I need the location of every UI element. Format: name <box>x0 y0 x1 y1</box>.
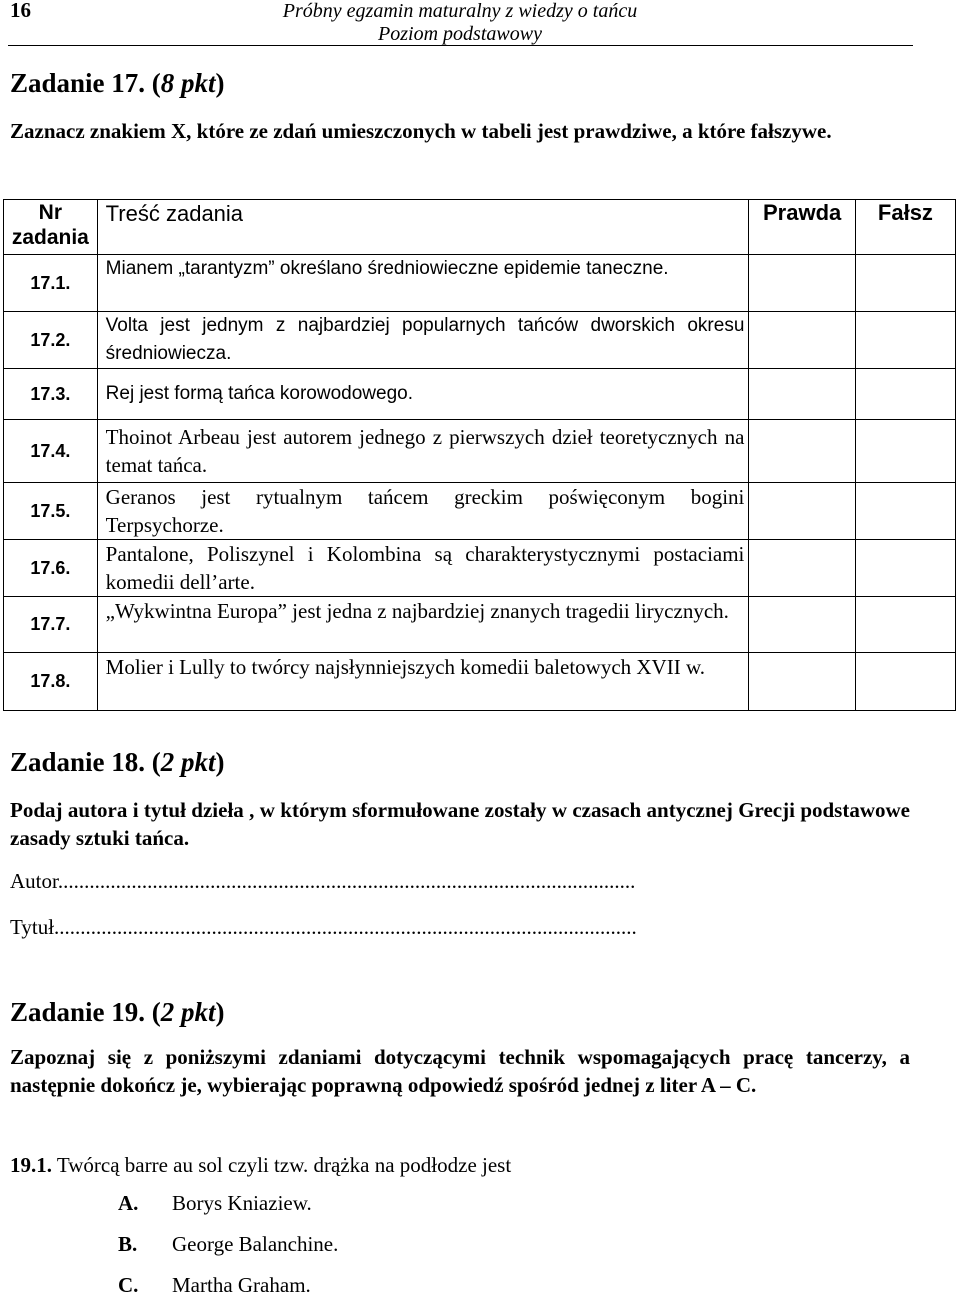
row-statement: Pantalone, Poliszynel i Kolombina są charakterystycznymi postaciami komedii dell’arte. <box>97 540 749 597</box>
true-cell[interactable] <box>749 483 855 540</box>
page-number: 16 <box>10 0 31 22</box>
row-number: 17.7. <box>4 597 98 653</box>
task17-instruction: Zaznacz znakiem X, które ze zdań umieszczonych w tabeli jest prawdziwe, a które fałszywe. <box>10 119 832 143</box>
table-row <box>4 312 956 369</box>
false-cell[interactable] <box>855 420 955 483</box>
row-statement: Molier i Lully to twórcy najsłynniejszych komedii baletowych XVII w. <box>97 653 749 711</box>
true-false-table <box>3 199 956 711</box>
false-cell[interactable] <box>855 540 955 597</box>
task17-heading: Zadanie 17. (8 pkt) <box>10 68 225 98</box>
option-b[interactable] <box>118 1232 338 1257</box>
true-cell[interactable] <box>749 597 855 653</box>
row-statement: Mianem „tarantyzm” określano średniowieczne epidemie taneczne. <box>97 255 749 312</box>
option-letter: A. <box>118 1191 139 1215</box>
true-cell[interactable] <box>749 653 855 711</box>
task19-heading: Zadanie 19. (2 pkt) <box>10 997 225 1027</box>
row-statement: Volta jest jednym z najbardziej popularnych tańców dworskich okresu średniowiecza. <box>97 312 749 369</box>
false-cell[interactable] <box>855 653 955 711</box>
task18-instruction: Podaj autora i tytuł dzieła , w którym sformułowane zostały w czasach antycznej Grecji podstawowe zasady sztuki tańca. <box>10 798 910 850</box>
row-number: 17.3. <box>4 369 98 420</box>
option-c[interactable] <box>118 1273 311 1298</box>
row-number: 17.6. <box>4 540 98 597</box>
question-number: 19.1. <box>10 1153 52 1177</box>
table-row <box>4 420 956 483</box>
true-cell[interactable] <box>749 540 855 597</box>
option-letter: C. <box>118 1273 139 1297</box>
table-row <box>4 597 956 653</box>
row-number: 17.1. <box>4 255 98 312</box>
question-text: Twórcą barre au sol czyli tzw. drążka na podłodze jest <box>56 1153 512 1177</box>
option-text: Borys Kniaziew. <box>172 1191 312 1215</box>
option-a[interactable] <box>118 1191 312 1216</box>
title-answer-line[interactable]: Tytuł............................................................................................................... <box>10 915 637 939</box>
option-text: Martha Graham. <box>172 1273 311 1297</box>
table-row <box>4 653 956 711</box>
true-cell[interactable] <box>749 255 855 312</box>
table-row <box>4 369 956 420</box>
table-row <box>4 540 956 597</box>
header-divider <box>8 45 913 46</box>
row-statement: Rej jest formą tańca korowodowego. <box>97 369 749 420</box>
exam-title-line1: Próbny egzamin maturalny z wiedzy o tańcu <box>282 0 638 22</box>
false-cell[interactable] <box>855 597 955 653</box>
row-number: 17.5. <box>4 483 98 540</box>
question-19-1 <box>10 1153 511 1178</box>
false-cell[interactable] <box>855 255 955 312</box>
true-cell[interactable] <box>749 312 855 369</box>
table-row <box>4 483 956 540</box>
column-header-false: Fałsz <box>855 200 955 255</box>
option-letter: B. <box>118 1232 138 1256</box>
exam-title-line2: Poziom podstawowy <box>378 23 542 45</box>
row-number: 17.2. <box>4 312 98 369</box>
table-header-row <box>4 200 956 255</box>
exam-title <box>0 0 920 46</box>
true-cell[interactable] <box>749 420 855 483</box>
row-statement: Geranos jest rytualnym tańcem greckim poświęconym bogini Terpsychorze. <box>97 483 749 540</box>
row-statement: Thoinot Arbeau jest autorem jednego z pierwszych dzieł teoretycznych na temat tańca. <box>97 420 749 483</box>
row-statement: „Wykwintna Europa” jest jedna z najbardziej znanych tragedii lirycznych. <box>97 597 749 653</box>
row-number: 17.8. <box>4 653 98 711</box>
column-header-content: Treść zadania <box>97 200 749 255</box>
false-cell[interactable] <box>855 369 955 420</box>
row-number: 17.4. <box>4 420 98 483</box>
true-cell[interactable] <box>749 369 855 420</box>
false-cell[interactable] <box>855 312 955 369</box>
author-answer-line[interactable]: Autor.............................................................................................................. <box>10 869 636 893</box>
false-cell[interactable] <box>855 483 955 540</box>
task19-instruction: Zapoznaj się z poniższymi zdaniami dotyczącymi technik wspomagających pracę tancerzy, a następnie dokończ je, wybierając poprawną odpowiedź spośród jednej z liter A – C. <box>10 1045 910 1097</box>
task18-heading: Zadanie 18. (2 pkt) <box>10 747 225 777</box>
option-text: George Balanchine. <box>172 1232 339 1256</box>
table-row <box>4 255 956 312</box>
column-header-true: Prawda <box>749 200 855 255</box>
column-header-nr: Nr zadania <box>4 200 98 255</box>
